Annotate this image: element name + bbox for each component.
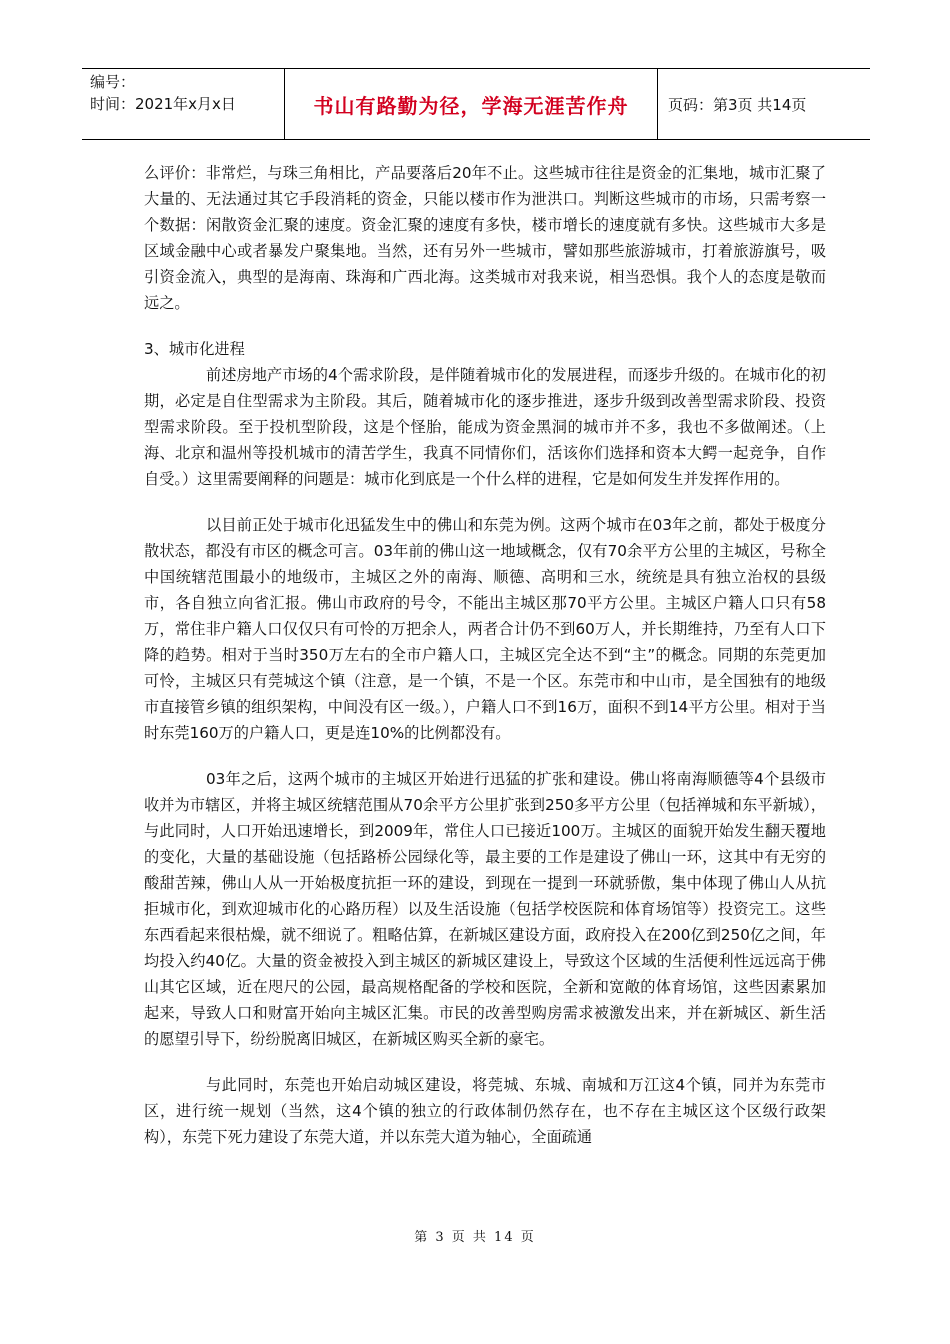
document-body [144, 160, 826, 1150]
paragraph-3: 以目前正处于城市化迅猛发生中的佛山和东莞为例。这两个城市在03年之前，都处于极度分散状态，都没有市区的概念可言。03年前的佛山这一地域概念，仅有70余平方公里的主城区，号称全中国统辖范围最小的地级市，主城区之外的南海、顺德、高明和三水，统统是具有独立治权的县级市，各自独立向省汇报。佛山市政府的号令，不能出主城区那70平方公里。主城区户籍人口只有58万，常住非户籍人口仅仅只有可怜的万把余人，两者合计仍不到60万人，并长期维持，乃至有人口下降的趋势。相对于当时350万左右的全市户籍人口，主城区完全达不到“主”的概念。同期的东莞更加可怜，主城区只有莞城这个镇（注意，是一个镇，不是一个区。东莞市和中山市，是全国独有的地级市直接管乡镇的组织架构，中间没有区一级。），户籍人口不到16万，面积不到14平方公里。相对于当时东莞160万的户籍人口，更是连10%的比例都没有。 [144, 516, 826, 742]
time-label: 时间：2021年x月x日 [90, 95, 236, 113]
section-heading: 3、城市化进程 [144, 340, 245, 358]
header-page-info: 页码：第3页 共14页 [668, 95, 807, 114]
page-footer: 第 3 页 共 14 页 [414, 1230, 536, 1245]
paragraph-5: 与此同时，东莞也开始启动城区建设，将莞城、东城、南城和万江这4个镇，同并为东莞市区，进行统一规划（当然，这4个镇的独立的行政体制仍然存在，也不存在主城区这个区级行政架构），东莞下死力建设了东莞大道，并以东莞大道为轴心，全面疏通 [144, 1076, 826, 1146]
paragraph-4: 03年之后，这两个城市的主城区开始进行迅猛的扩张和建设。佛山将南海顺德等4个县级市收并为市辖区，并将主城区统辖范围从70余平方公里扩张到250多平方公里（包括禅城和东平新城），与此同时，人口开始迅速增长，到2009年，常住人口已接近100万。主城区的面貌开始发生翻天覆地的变化，大量的基础设施（包括路桥公园绿化等，最主要的工作是建设了佛山一环，这其中有无穷的酸甜苦辣，佛山人从一开始极度抗拒一环的建设，到现在一提到一环就骄傲，集中体现了佛山人从抗拒城市化，到欢迎城市化的心路历程）以及生活设施（包括学校医院和体育场馆等）投资完工。这些东西看起来很枯燥，就不细说了。粗略估算，在新城区建设方面，政府投入在200亿到250亿之间，年均投入约40亿。大量的资金被投入到主城区的新城区建设上，导致这个区域的生活便利性远远高于佛山其它区域，近在咫尺的公园，最高规格配备的学校和医院，全新和宽敞的体育场馆，这些因素累加起来，导致人口和财富开始向主城区汇集。市民的改善型购房需求被激发出来，并在新城区、新生活的愿望引导下，纷纷脱离旧城区，在新城区购买全新的豪宅。 [144, 770, 826, 1048]
number-label: 编号： [90, 73, 136, 91]
paragraph-1: 么评价：非常烂，与珠三角相比，产品要落后20年不止。这些城市往往是资金的汇集地，城市汇聚了大量的、无法通过其它手段消耗的资金，只能以楼市作为泄洪口。判断这些城市的市场，只需考察一个数据：闲散资金汇聚的速度。资金汇聚的速度有多快，楼市增长的速度就有多快。这些城市大多是区域金融中心或者暴发户聚集地。当然，还有另外一些城市，譬如那些旅游城市，打着旅游旗号，吸引资金流入，典型的是海南、珠海和广西北海。这类城市对我来说，相当恐惧。我个人的态度是敬而远之。 [144, 164, 826, 312]
paragraph-2: 前述房地产市场的4个需求阶段，是伴随着城市化的发展进程，而逐步升级的。在城市化的初期，必定是自住型需求为主阶段。其后，随着城市化的逐步推进，逐步升级到改善型需求阶段、投资型需求阶段。至于投机型阶段，这是个怪胎，能成为资金黑洞的城市并不多，我也不多做阐述。（上海、北京和温州等投机城市的清苦学生，我真不同情你们，活该你们选择和资本大鳄一起竞争，自作自受。）这里需要阐释的问题是：城市化到底是一个什么样的进程，它是如何发生并发挥作用的。 [144, 366, 826, 488]
header-motto: 书山有路勤为径，学海无涯苦作舟 [284, 69, 658, 139]
header-meta [82, 69, 284, 139]
header-table [82, 68, 870, 140]
